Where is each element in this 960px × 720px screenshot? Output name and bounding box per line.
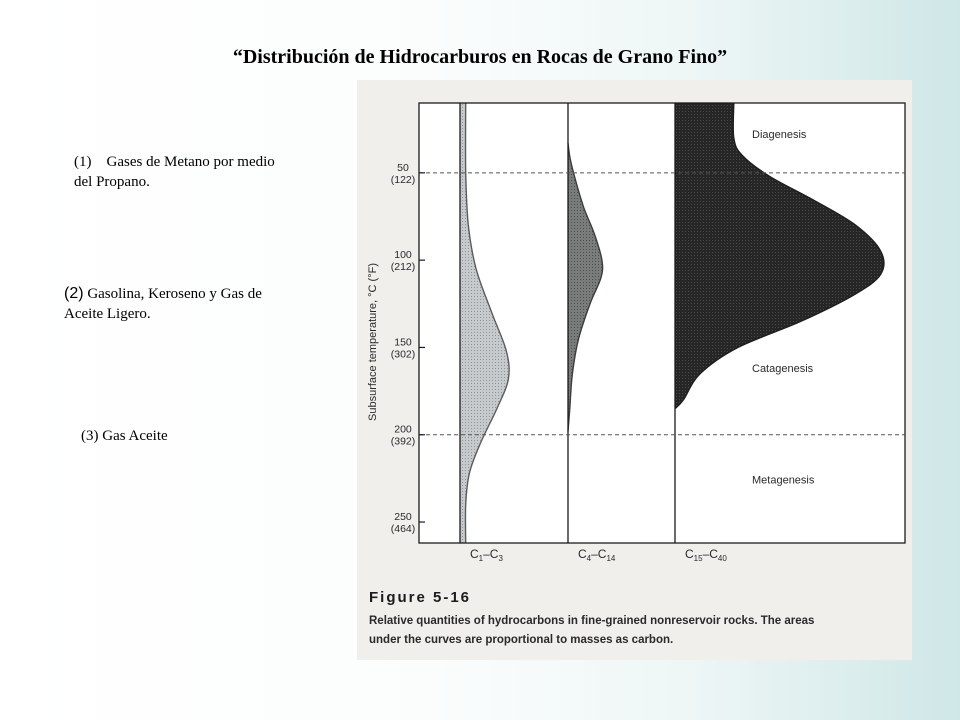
note-gasolina-keroseno xyxy=(64,284,284,324)
note-gases-metano xyxy=(74,152,284,192)
y-tick-sublabel-150: (302) xyxy=(390,348,416,361)
note-text: Gas Aceite xyxy=(102,428,168,444)
y-tick-label-250: 250 xyxy=(394,511,412,524)
note-number: (1) xyxy=(74,154,92,170)
y-tick-sublabel-250: (464) xyxy=(390,523,416,536)
note-gas-aceite xyxy=(81,426,281,446)
x-label-series-1: $C_1-C_3$ xyxy=(470,547,503,563)
x-label-series-2: $C_4-C_{14}$ xyxy=(578,547,616,563)
figure-caption-line-1: Relative quantities of hydrocarbons in fine-grained nonreservoir rocks. The areas xyxy=(369,615,815,627)
figure-scan xyxy=(357,80,912,660)
y-tick-label-200: 200 xyxy=(394,423,412,436)
zone-label-metagenesis: Metagenesis xyxy=(752,474,815,487)
note-number: (2) xyxy=(64,285,84,302)
y-tick-label-100: 100 xyxy=(394,249,412,262)
y-tick-label-50: 50 xyxy=(397,161,409,174)
zone-label-catagenesis: Catagenesis xyxy=(752,362,814,375)
note-text: Gasolina, Keroseno y Gas de Aceite Ligero. xyxy=(64,286,262,322)
y-axis-label: Subsurface temperature, °C (°F) xyxy=(367,263,379,421)
x-label-series-3: $C_{15}-C_{40}$ xyxy=(685,547,727,563)
figure-caption-line-2: under the curves are proportional to masses as carbon. xyxy=(369,634,674,646)
y-tick-sublabel-100: (212) xyxy=(390,261,416,274)
zone-label-diagenesis: Diagenesis xyxy=(752,128,807,141)
slide-title: “Distribución de Hidrocarburos en Rocas de Grano Fino” xyxy=(232,46,728,68)
y-tick-sublabel-200: (392) xyxy=(390,435,416,448)
hydrocarbon-distribution-chart xyxy=(357,80,912,660)
note-text: Gases de Metano por medio del Propano. xyxy=(74,154,275,190)
x-label-layer xyxy=(470,547,727,563)
figure-label: Figure 5-16 xyxy=(369,589,472,606)
y-tick-sublabel-50: (122) xyxy=(390,173,416,186)
y-tick-label-150: 150 xyxy=(394,336,412,349)
note-number: (3) xyxy=(81,428,99,444)
